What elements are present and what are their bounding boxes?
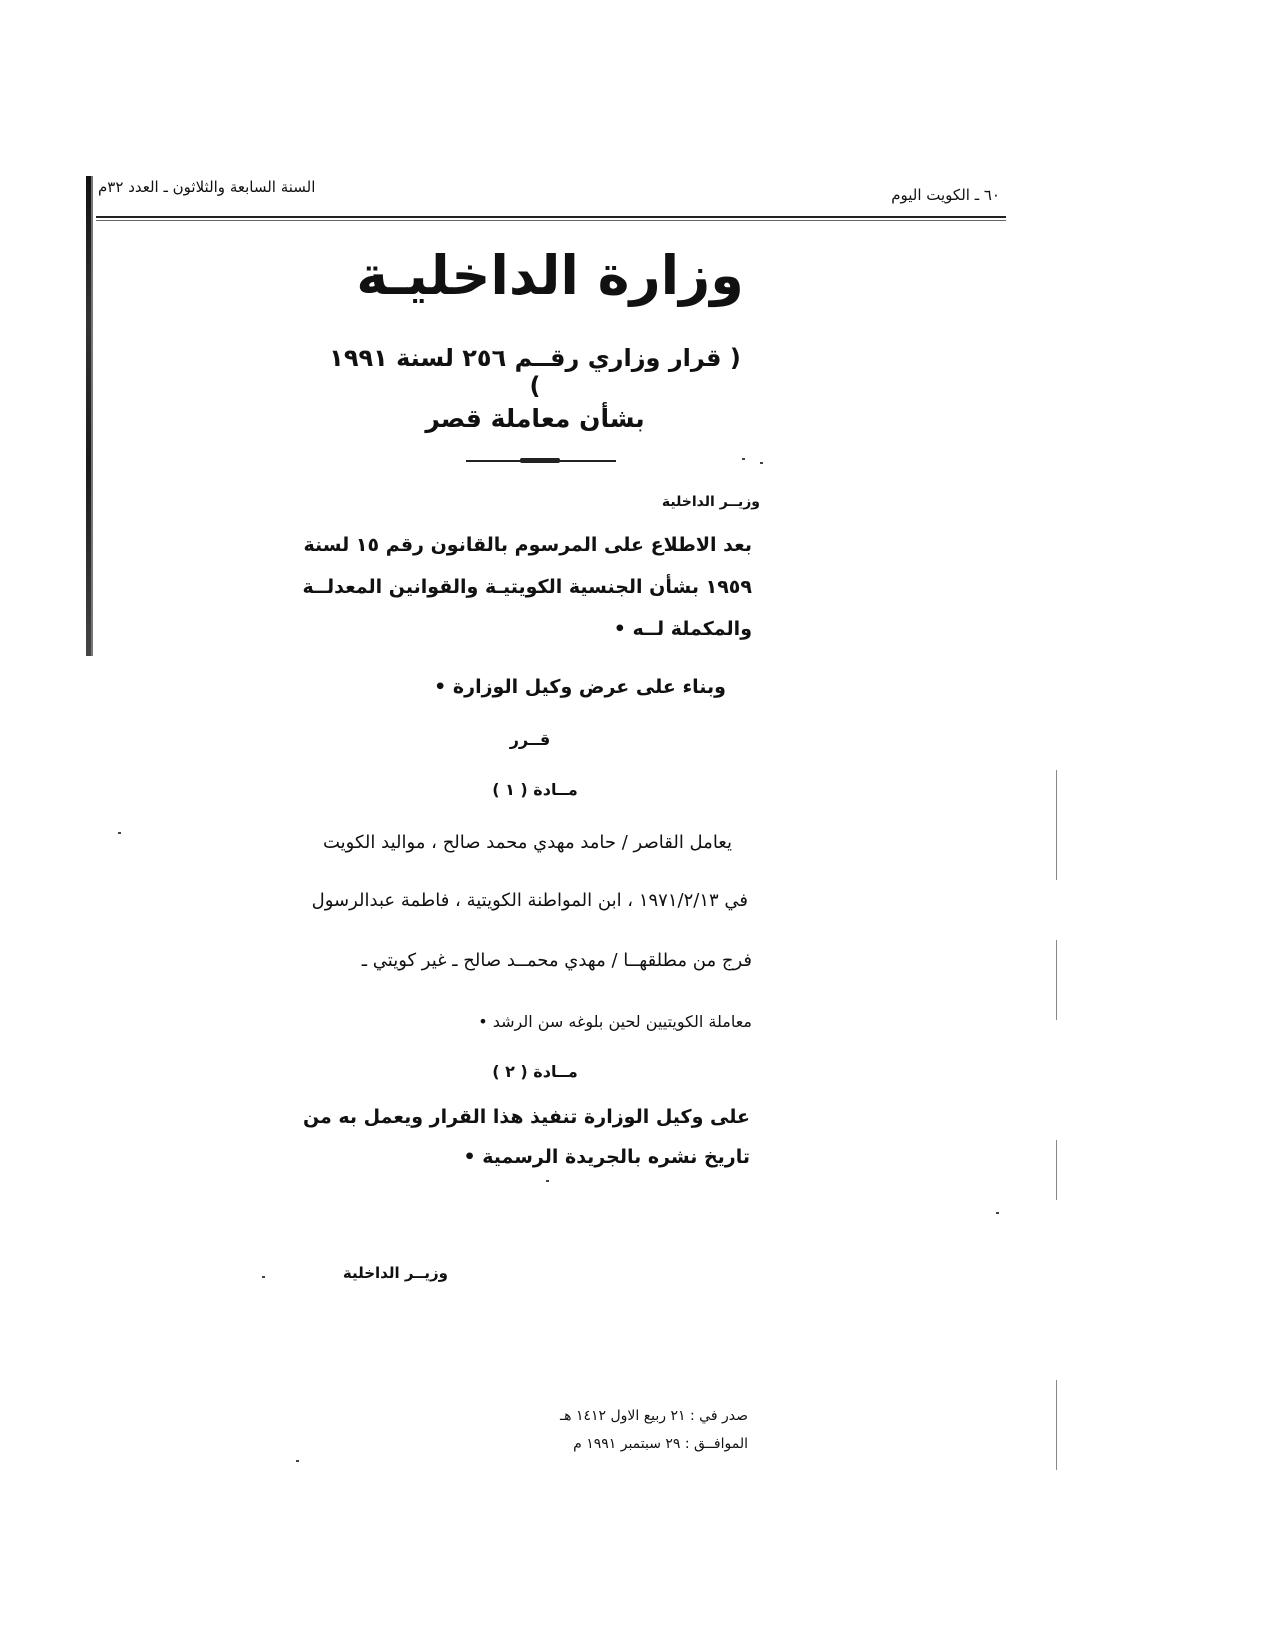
article-1-line: في ١٩٧١/٢/١٣ ، ابن المواطنة الكويتية ، فاطمة عبدالرسول xyxy=(311,890,748,911)
article-1-line: يعامل القاصر / حامد مهدي محمد صالح ، مواليد الكويت xyxy=(323,832,732,853)
article-2-label: مــادة ( ٢ ) xyxy=(492,1062,578,1081)
hijri-date: صدر في : ٢١ ربيع الاول ١٤١٢ هـ xyxy=(560,1408,748,1424)
preamble-line: والمكملة لــه • xyxy=(613,618,752,640)
article-2-line: تاريخ نشره بالجريدة الرسمية • xyxy=(463,1146,750,1168)
signature: وزيــر الداخلية xyxy=(342,1264,448,1282)
scan-speck xyxy=(262,1276,265,1278)
scan-speck xyxy=(118,832,121,834)
decision-label: قــرر xyxy=(509,730,551,749)
article-1-label: مــادة ( ١ ) xyxy=(492,780,578,799)
scan-speck xyxy=(760,462,763,464)
decree-number: ( قرار وزاري رقــم ٢٥٦ لسنة ١٩٩١ ) xyxy=(329,344,741,400)
article-1-line: معاملة الكويتيين لحين بلوغه سن الرشد • xyxy=(478,1012,752,1031)
title-divider-ornament xyxy=(520,458,560,463)
gregorian-date: الموافــق : ٢٩ سبتمبر ١٩٩١ م xyxy=(573,1436,748,1452)
article-2-line: على وكيل الوزارة تنفيذ هذا القرار ويعمل به من xyxy=(302,1106,750,1128)
scan-margin-line xyxy=(1056,940,1057,1020)
scan-margin-line xyxy=(1056,770,1057,880)
scan-speck xyxy=(296,1460,299,1462)
preamble-addressee: وزيــر الداخلية xyxy=(661,494,760,510)
decree-subject: بشأن معاملة قصر xyxy=(425,404,645,433)
ministry-title: وزارة الداخليـة xyxy=(356,244,744,307)
scan-speck xyxy=(996,1212,999,1214)
article-1-line: فرج من مطلقهــا / مهدي محمــد صالح ـ غير كويتي ـ xyxy=(361,950,752,971)
binding-edge-shadow xyxy=(91,176,93,656)
issue-header: السنة السابعة والثلاثون ـ العدد ٣٢م xyxy=(98,178,316,196)
scan-margin-line xyxy=(1056,1140,1057,1200)
header-rule xyxy=(96,216,1006,218)
scan-margin-line xyxy=(1056,1380,1057,1470)
preamble-line: بعد الاطلاع على المرسوم بالقانون رقم ١٥ لسنة xyxy=(303,534,752,556)
preamble-line: وبناء على عرض وكيل الوزارة • xyxy=(434,676,726,698)
scan-speck xyxy=(742,458,745,460)
scan-speck xyxy=(546,1180,549,1182)
preamble-line: ١٩٥٩ بشأن الجنسية الكويتيـة والقوانين المعدلــة xyxy=(302,576,752,598)
page-header: ٦٠ ـ الكويت اليوم xyxy=(891,186,1000,204)
header-rule-thin xyxy=(96,220,1006,221)
